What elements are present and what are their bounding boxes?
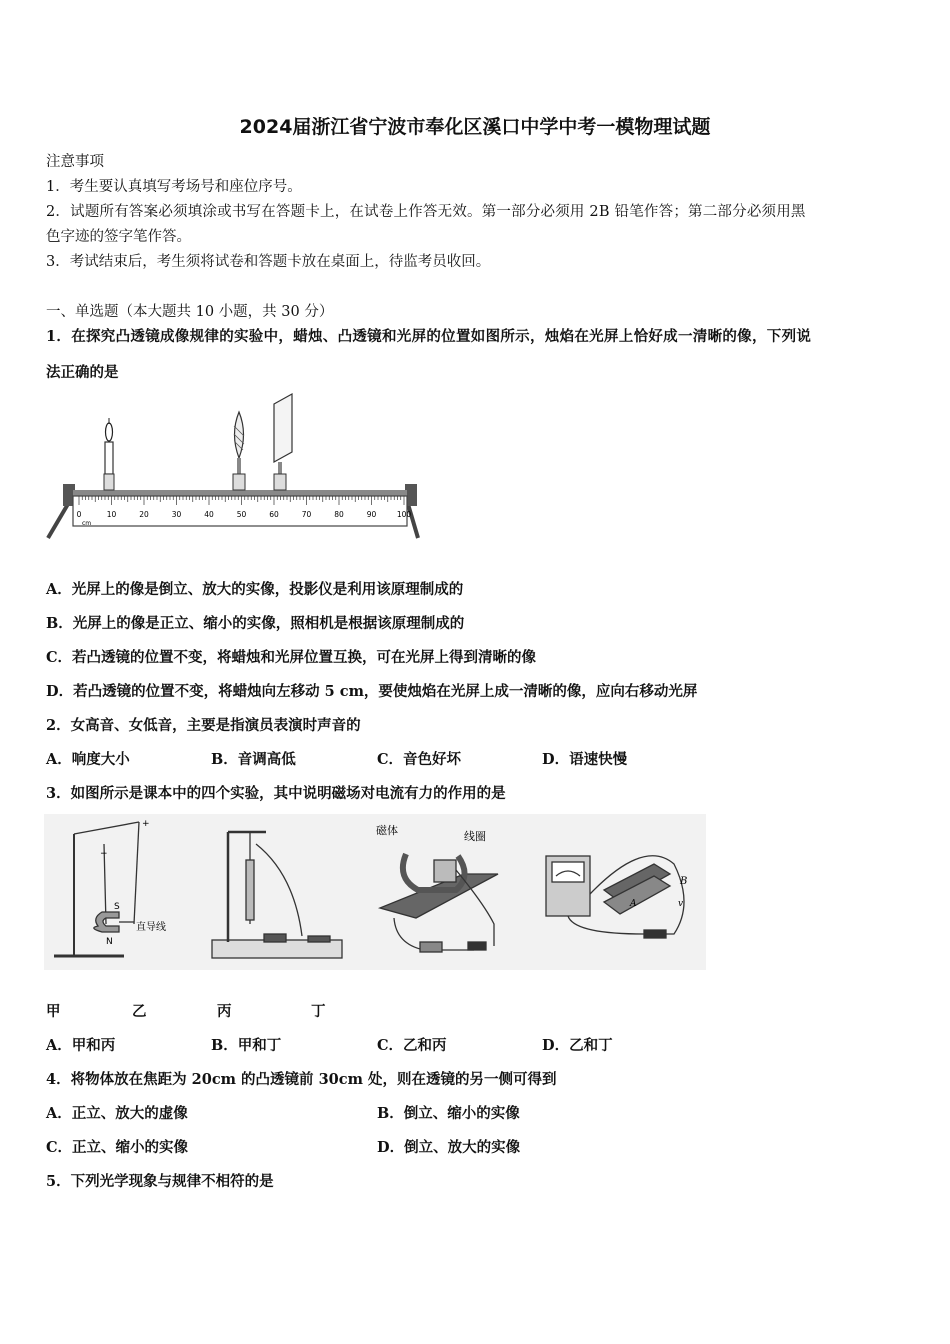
label-magnet: 磁体 — [376, 824, 398, 837]
label-wire: 直导线 — [136, 922, 166, 933]
ruler-tick-label: 60 — [269, 510, 279, 519]
caption-jia: 甲 — [46, 1003, 61, 1020]
optical-bench-figure — [46, 392, 421, 542]
four-experiments-figure — [44, 814, 706, 970]
q4-stem: 4．将物体放在焦距为 20cm 的凸透镜前 30cm 处，则在透镜的另一侧可得到 — [46, 1071, 557, 1088]
section-heading: 一、单选题（本大题共 10 小题，共 30 分） — [46, 304, 334, 320]
notice-item-2: 2．试题所有答案必须填涂或书写在答题卡上，在试卷上作答无效。第一部分必须用 2B 铅笔作答；第二部分必须用黑 — [46, 204, 806, 220]
ruler-tick-label: 10 — [106, 510, 117, 519]
q1-option-a[interactable]: A．光屏上的像是倒立、放大的实像，投影仪是利用该原理制成的 — [46, 581, 464, 598]
ruler-tick-label: 70 — [301, 510, 312, 519]
notice-item-1: 1．考生要认真填写考场号和座位序号。 — [46, 179, 302, 195]
candle — [104, 418, 114, 490]
q2-option-d[interactable]: D．语速快慢 — [542, 751, 628, 768]
q2-option-b[interactable]: B．音调高低 — [211, 751, 296, 768]
q3-option-c[interactable]: C．乙和丙 — [377, 1037, 447, 1054]
label-plus: + — [142, 819, 150, 829]
ruler-tick-label: 30 — [171, 510, 182, 519]
ruler-tick-label: 100 — [396, 510, 412, 519]
q5-stem: 5．下列光学现象与规律不相符的是 — [46, 1173, 274, 1190]
q1-option-b[interactable]: B．光屏上的像是正立、缩小的实像，照相机是根据该原理制成的 — [46, 615, 465, 632]
q2-stem: 2．女高音、女低音，主要是指演员表演时声音的 — [46, 717, 361, 734]
light-screen — [274, 394, 292, 490]
page-title: 2024届浙江省宁波市奉化区溪口中学中考一模物理试题 — [239, 116, 711, 138]
q4-option-a[interactable]: A．正立、放大的虚像 — [46, 1105, 188, 1122]
caption-ding: 丁 — [311, 1003, 326, 1020]
ruler-tick-label: 0 — [76, 510, 82, 519]
notice-item-3: 3．考试结束后，考生须将试卷和答题卡放在桌面上，待监考员收回。 — [46, 254, 491, 270]
q2-option-c[interactable]: C．音色好坏 — [377, 751, 462, 768]
bench-leg-left — [48, 504, 68, 538]
label-coil: 线圈 — [464, 830, 486, 843]
label-minus: − — [100, 849, 108, 859]
q4-option-b[interactable]: B．倒立、缩小的实像 — [377, 1105, 520, 1122]
caption-bing: 丙 — [217, 1003, 232, 1020]
ruler-unit: cm — [82, 520, 92, 527]
q1-option-d[interactable]: D．若凸透镜的位置不变，将蜡烛向左移动 5 cm，要使烛焰在光屏上成一清晰的像，应向右移动光屏 — [46, 683, 698, 700]
label-n: N — [106, 937, 113, 947]
q1-stem-line2: 法正确的是 — [46, 364, 119, 381]
ruler-tick-label: 50 — [236, 510, 247, 519]
caption-yi: 乙 — [132, 1003, 147, 1020]
candle-flame — [106, 423, 113, 441]
ruler-tick-label: 80 — [334, 510, 344, 519]
q2-option-a[interactable]: A．响度大小 — [46, 751, 130, 768]
convex-lens — [233, 412, 245, 490]
q4-option-c[interactable]: C．正立、缩小的实像 — [46, 1139, 189, 1156]
q3-option-b[interactable]: B．甲和丁 — [211, 1037, 282, 1054]
notice-item-2-cont: 色字迹的签字笔作答。 — [46, 229, 191, 245]
label-v: v — [678, 899, 684, 909]
q3-option-d[interactable]: D．乙和丁 — [542, 1037, 613, 1054]
label-s: S — [114, 902, 120, 912]
bench-rail — [73, 490, 407, 496]
q1-option-c[interactable]: C．若凸透镜的位置不变，将蜡烛和光屏位置互换，可在光屏上得到清晰的像 — [46, 649, 537, 666]
q1-stem-line1: 1．在探究凸透镜成像规律的实验中，蜡烛、凸透镜和光屏的位置如图所示，烛焰在光屏上恰好成一清晰的像，下列说 — [46, 328, 812, 345]
label-a: A — [630, 899, 637, 909]
ruler-tick-label: 20 — [139, 510, 149, 519]
q3-stem: 3．如图所示是课本中的四个实验，其中说明磁场对电流有力的作用的是 — [46, 785, 506, 802]
label-b: B — [680, 876, 688, 887]
notice-heading: 注意事项 — [46, 154, 104, 170]
q4-option-d[interactable]: D．倒立、放大的实像 — [377, 1139, 521, 1156]
ruler-tick-label: 90 — [366, 510, 377, 519]
q3-option-a[interactable]: A．甲和丙 — [46, 1037, 116, 1054]
ruler-tick-label: 40 — [204, 510, 214, 519]
